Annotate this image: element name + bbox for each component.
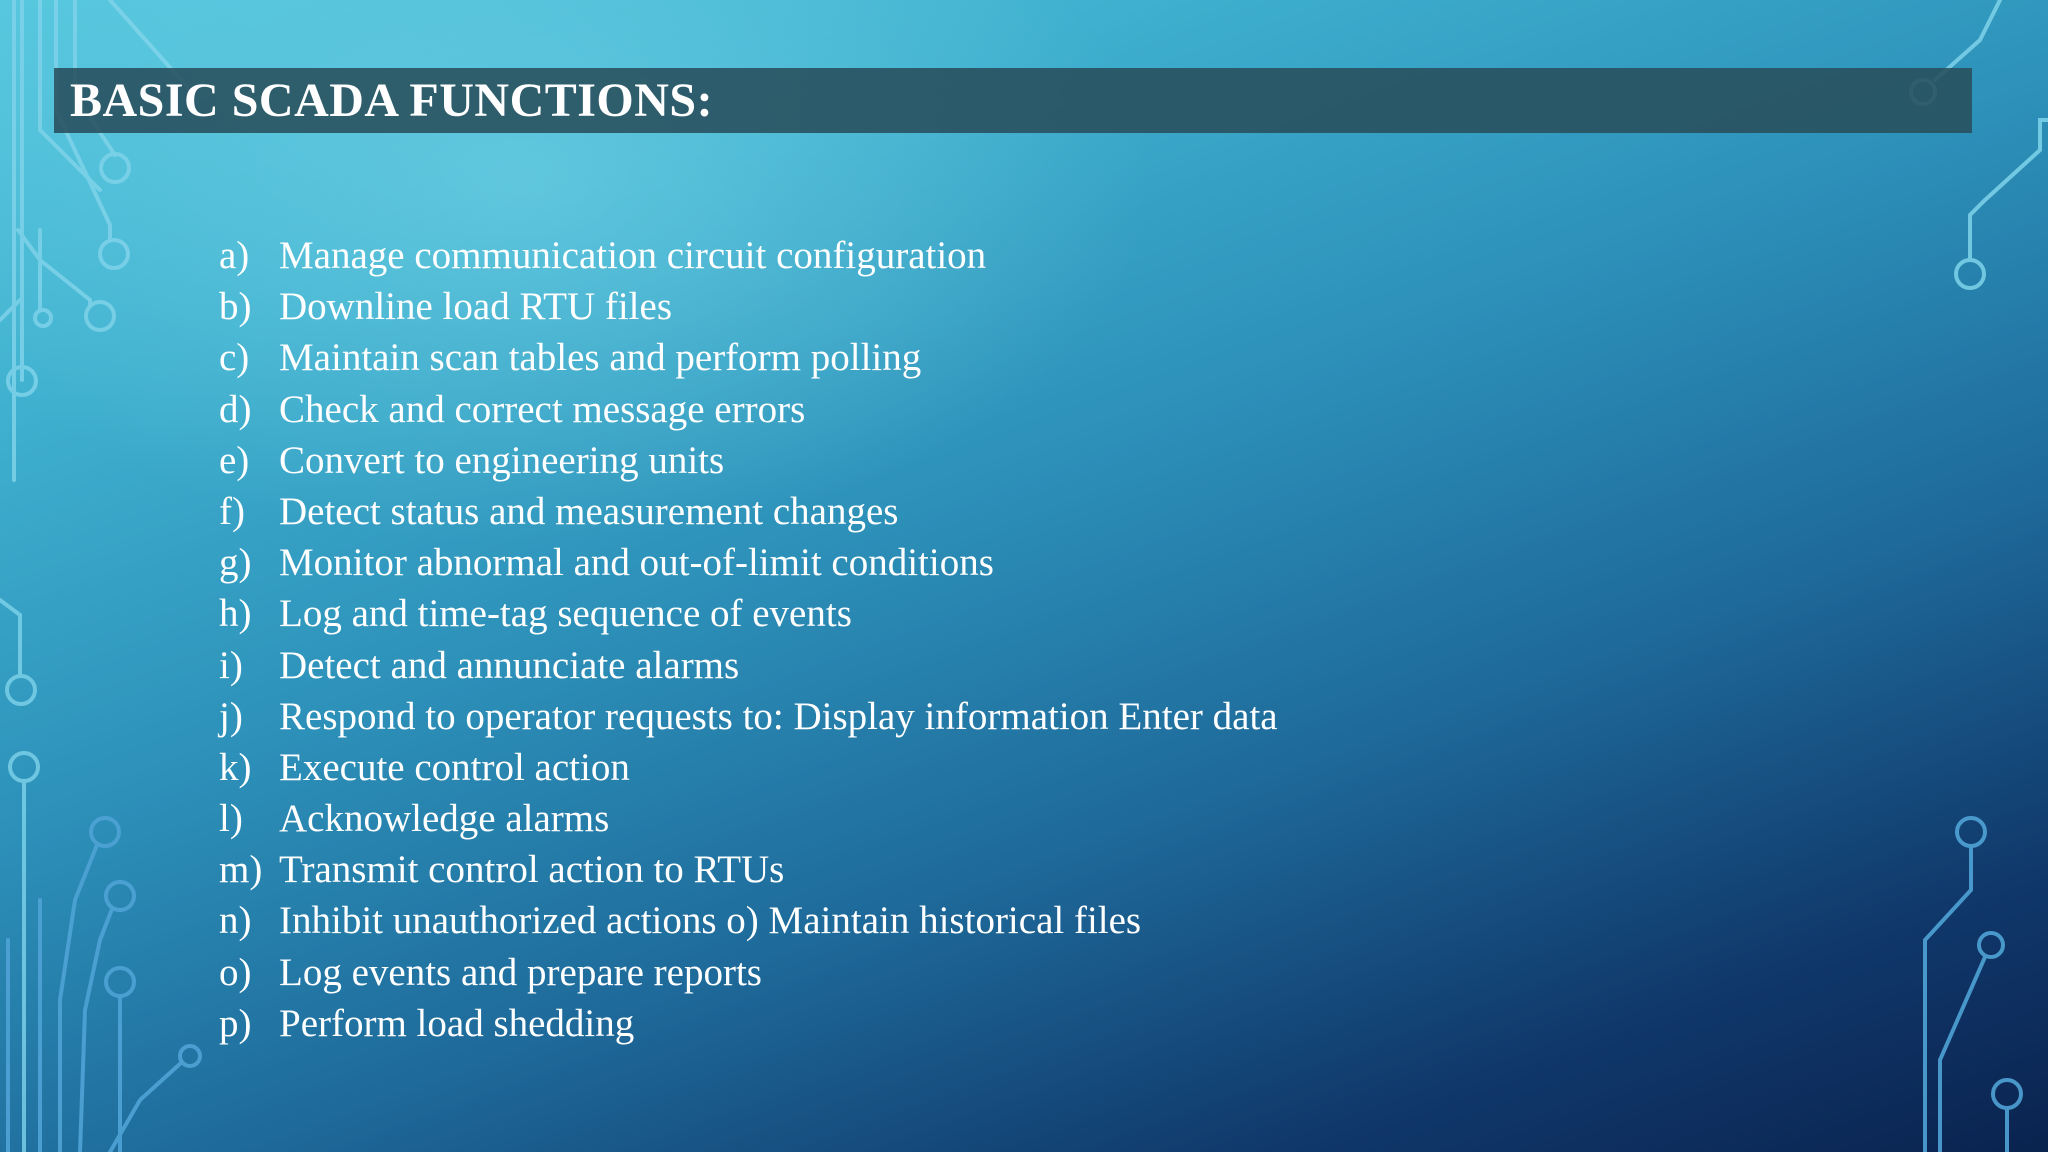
list-item xyxy=(219,844,1278,895)
list-item-text: Downline load RTU files xyxy=(279,285,673,329)
list-item-marker: e) xyxy=(219,438,250,482)
slide-title: BASIC SCADA FUNCTIONS: xyxy=(70,74,714,127)
list-item-text: Detect and annunciate alarms xyxy=(279,643,740,687)
list-item-text: Convert to engineering units xyxy=(279,438,725,482)
list-item-marker: k) xyxy=(219,745,252,789)
list-item xyxy=(219,998,1278,1049)
list-item xyxy=(219,281,1278,332)
list-item-marker: o) xyxy=(219,950,252,994)
list-item-marker: a) xyxy=(219,234,250,277)
list-item-marker: p) xyxy=(219,1001,252,1045)
list-item xyxy=(219,895,1278,946)
list-item-text: Log and time-tag sequence of events xyxy=(279,592,852,636)
list-item-marker: b) xyxy=(219,285,252,329)
list-item-text: Monitor abnormal and out-of-limit conditions xyxy=(279,541,994,585)
list-item-text: Detect status and measurement changes xyxy=(279,489,899,533)
list-item-text: Maintain scan tables and perform polling xyxy=(279,336,922,380)
list-item xyxy=(219,332,1278,383)
list-item xyxy=(219,588,1278,639)
list-item-text: Perform load shedding xyxy=(279,1001,635,1045)
list-item-marker: m) xyxy=(219,848,263,892)
list-item-text: Log events and prepare reports xyxy=(279,950,762,994)
list-item-text: Check and correct message errors xyxy=(279,387,806,431)
list-item-text: Inhibit unauthorized actions o) Maintain historical files xyxy=(279,899,1142,943)
list-item-marker: l) xyxy=(219,797,243,841)
list-item-marker: d) xyxy=(219,387,252,431)
list-item xyxy=(219,486,1278,537)
list-item xyxy=(219,537,1278,588)
list-item-marker: c) xyxy=(219,336,250,380)
list-item-marker: f) xyxy=(219,489,245,533)
list-item-text: Respond to operator requests to: Display information Enter data xyxy=(279,694,1278,738)
list-item-text: Acknowledge alarms xyxy=(279,797,610,841)
functions-list xyxy=(219,230,1278,1049)
list-item xyxy=(219,947,1278,998)
list-item xyxy=(219,384,1278,435)
list-item xyxy=(219,691,1278,742)
list-item xyxy=(219,230,1278,281)
list-item xyxy=(219,793,1278,844)
list-item xyxy=(219,640,1278,691)
list-item-marker: g) xyxy=(219,541,252,585)
title-bar xyxy=(54,68,1972,133)
list-item-marker: n) xyxy=(219,899,252,943)
list-item-text: Transmit control action to RTUs xyxy=(279,848,785,892)
list-item-marker: j) xyxy=(219,694,243,738)
list-item-text: Execute control action xyxy=(279,745,630,789)
list-item-text: Manage communication circuit configuration xyxy=(279,234,987,277)
list-item xyxy=(219,742,1278,793)
list-item-marker: i) xyxy=(219,643,243,687)
list-item-marker: h) xyxy=(219,592,252,636)
list-item xyxy=(219,435,1278,486)
